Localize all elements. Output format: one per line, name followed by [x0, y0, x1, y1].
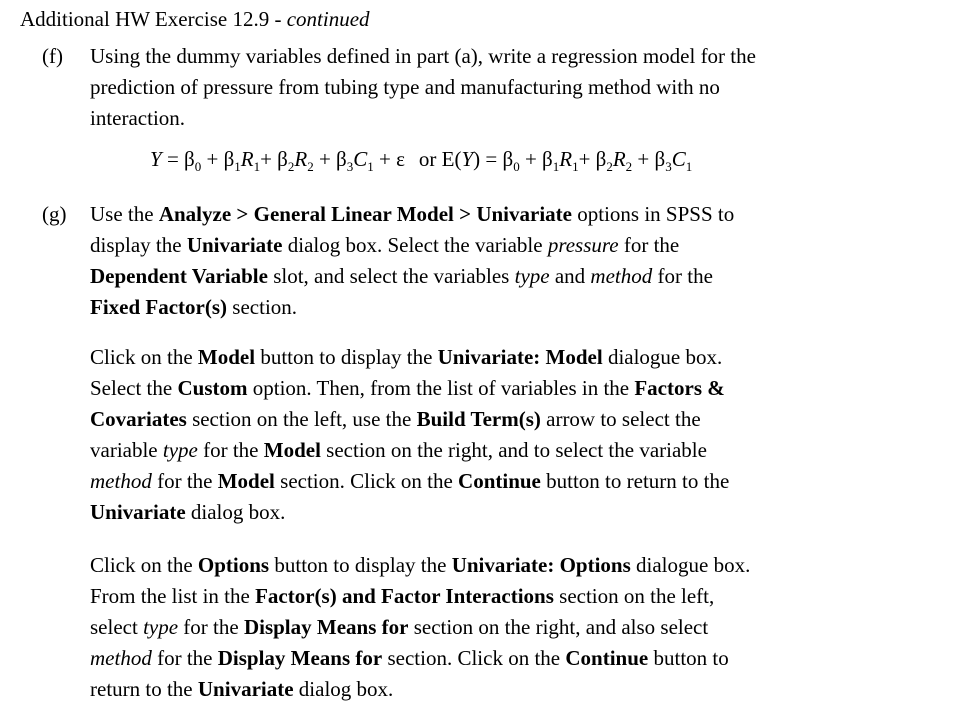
eq-paren: ): [473, 147, 481, 171]
model-line-4: variable type for the Model section on the right, and to select the variable: [90, 438, 707, 462]
part-f-line-3: interaction.: [90, 106, 186, 130]
part-g-line-4: Fixed Factor(s) section.: [90, 295, 298, 319]
eq-plus: +: [206, 147, 219, 171]
eq-sub: 2: [307, 159, 314, 174]
eq-sub: 2: [606, 159, 613, 174]
title-continued: continued: [286, 7, 370, 31]
eq-r: R: [559, 147, 573, 171]
eq-beta: β: [654, 147, 666, 171]
model-line-1: Click on the Model button to display the Univariate: Model dialogue box.: [90, 345, 723, 369]
part-g: [42, 199, 947, 323]
eq-beta: β: [595, 147, 607, 171]
part-g-line-2: display the Univariate dialog box. Select the variable pressure for the: [90, 233, 680, 257]
options-line-5: return to the Univariate dialog box.: [90, 677, 394, 701]
eq-plus: +: [524, 147, 537, 171]
title-main: Additional HW Exercise 12.9 -: [20, 7, 287, 31]
model-line-2: Select the Custom option. Then, from the list of variables in the Factors &: [90, 376, 725, 400]
options-line-1: Click on the Options button to display the Univariate: Options dialogue box.: [90, 553, 751, 577]
eq-epsilon: ε: [396, 147, 405, 171]
eq-plus: +: [260, 147, 272, 171]
eq-sub: 1: [253, 159, 261, 174]
eq-or: or: [418, 147, 437, 171]
options-line-4: method for the Display Means for section. Click on the Continue button to: [90, 646, 729, 670]
eq-equals: =: [485, 147, 498, 171]
eq-plus: +: [637, 147, 650, 171]
eq-beta: β: [277, 147, 288, 171]
eq-sub: 3: [346, 159, 354, 174]
eq-sub: 3: [665, 159, 672, 174]
eq-c: C: [353, 147, 368, 171]
eq-equals: =: [166, 147, 179, 171]
eq-sub: 0: [513, 159, 520, 174]
eq-paren: (: [454, 147, 462, 171]
eq-r: R: [612, 147, 626, 171]
eq-sub: 1: [234, 159, 241, 174]
eq-y: Y: [150, 147, 162, 171]
eq-beta: β: [223, 147, 235, 171]
eq-beta: β: [542, 147, 553, 171]
eq-beta: β: [502, 147, 514, 171]
eq-beta: β: [336, 147, 347, 171]
eq-y: Y: [461, 147, 474, 171]
eq-c: C: [671, 147, 686, 171]
model-instructions: [90, 342, 950, 528]
eq-plus: +: [578, 147, 591, 171]
part-g-line-3: Dependent Variable slot, and select the variables type and method for the: [90, 264, 713, 288]
part-f-line-1: Using the dummy variables defined in part (a), write a regression model for the: [90, 44, 756, 68]
eq-r: R: [294, 147, 308, 171]
regression-equation: [150, 146, 692, 172]
part-g-marker: (g): [42, 202, 67, 226]
eq-sub: 1: [685, 159, 693, 174]
options-instructions: [90, 550, 950, 705]
eq-sub: 0: [194, 159, 202, 174]
model-line-5: method for the Model section. Click on the Continue button to return to the: [90, 469, 730, 493]
part-g-text: [90, 199, 947, 323]
eq-sub: 2: [287, 159, 295, 174]
part-f: [42, 41, 947, 134]
model-line-3: Covariates section on the left, use the Build Term(s) arrow to select the: [90, 407, 701, 431]
page-title: [20, 6, 370, 32]
model-line-6: Univariate dialog box.: [90, 500, 286, 524]
part-g-line-1: Use the Analyze > General Linear Model > Univariate options in SPSS to: [90, 202, 735, 226]
eq-sub: 1: [572, 159, 579, 174]
eq-sub: 1: [367, 159, 374, 174]
options-line-2: From the list in the Factor(s) and Factor Interactions section on the left,: [90, 584, 715, 608]
part-f-text: [90, 41, 947, 134]
part-f-marker: (f): [42, 44, 63, 68]
eq-r: R: [240, 147, 254, 171]
eq-sub: 1: [552, 159, 560, 174]
eq-plus: +: [318, 147, 331, 171]
options-line-3: select type for the Display Means for section on the right, and also select: [90, 615, 709, 639]
part-f-line-2: prediction of pressure from tubing type and manufacturing method with no: [90, 75, 720, 99]
eq-sub: 2: [625, 159, 633, 174]
eq-beta: β: [184, 147, 195, 171]
eq-plus: +: [378, 147, 391, 171]
eq-e: E: [441, 147, 455, 171]
